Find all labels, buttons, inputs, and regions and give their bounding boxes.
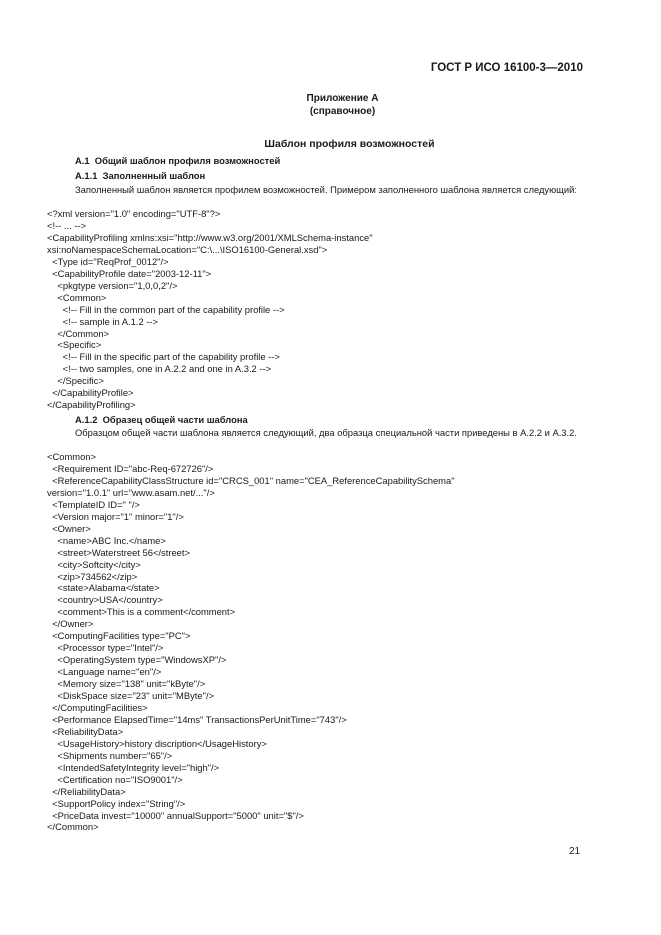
code-line: <Common> xyxy=(47,291,107,303)
code-line: xsi:noNamespaceSchemaLocation="C:\...\ISO16100-General.xsd"> xyxy=(47,243,328,255)
code-line: <OperatingSystem type="WindowsXP"/> xyxy=(47,654,227,666)
code-line: </ComputingFacilities> xyxy=(47,701,148,713)
code-line: </CapabilityProfile> xyxy=(47,387,134,399)
code-line: <DiskSpace size="23" unit="MByte"/> xyxy=(47,690,215,701)
heading-a12: А.1.2 Образец общей части шаблона xyxy=(75,414,248,425)
code-line: <name>ABC Inc.</name> xyxy=(47,534,166,546)
code-line: <PriceData invest="10000" annualSupport="5000" unit="$"/> xyxy=(47,809,304,821)
code-line: <IntendedSafetyIntegrity level="high"/> xyxy=(47,761,220,773)
code-line: <city>Softcity</city> xyxy=(47,558,141,570)
code-line: <ReferenceCapabilityClassStructure id="CRCS_001" name="CEA_ReferenceCapabilitySchema" xyxy=(47,474,455,486)
page-number: 21 xyxy=(569,846,581,857)
section-title xyxy=(0,138,661,150)
code-line: <Common> xyxy=(47,451,96,462)
code-line: <Version major="1" minor="1"/> xyxy=(47,510,184,522)
code-line: <CapabilityProfiling xmlns:xsi="http://www.w3.org/2001/XMLSchema-instance" xyxy=(47,231,373,243)
paragraph-filled-template: Заполненный шаблон является профилем возможностей. Примером заполненного шаблона является следующий: xyxy=(75,184,577,195)
paragraph-common-sample: Образцом общей части шаблона является следующий, два образца специальной части приведены в А.2.2 и А.3.2. xyxy=(75,427,577,438)
code-line: <state>Alabama</state> xyxy=(47,582,160,594)
code-line: <Performance ElapsedTime="14ms" TransactionsPerUnitTime="743"/> xyxy=(47,713,347,725)
annex-heading xyxy=(0,92,661,118)
code-line: <country>USA</country> xyxy=(47,594,163,606)
annex-label: Приложение А xyxy=(306,93,379,104)
code-line: <Processor type="Intel"/> xyxy=(47,642,164,654)
code-line: <!-- Fill in the specific part of the capability profile --> xyxy=(47,351,280,363)
code-line: <!-- Fill in the common part of the capability profile --> xyxy=(47,303,285,315)
code-line: <CapabilityProfile date="2003-12-11"> xyxy=(47,267,212,279)
code-line: <!-- two samples, one in A.2.2 and one in A.3.2 --> xyxy=(47,363,272,375)
code-line: </Common> xyxy=(47,821,99,833)
code-line: </CapabilityProfiling> xyxy=(47,399,136,411)
code-line: <!-- sample in A.1.2 --> xyxy=(47,315,158,327)
code-line: <SupportPolicy index="String"/> xyxy=(47,797,186,809)
code-line: <street>Waterstreet 56</street> xyxy=(47,546,190,558)
code-line: </ReliabilityData> xyxy=(47,785,126,797)
code-line: </Common> xyxy=(47,327,110,339)
code-line: <ReliabilityData> xyxy=(47,725,124,737)
code-line: <comment>This is a comment</comment> xyxy=(47,606,236,618)
code-line: <Requirement ID="abc-Req-672726"/> xyxy=(47,462,214,474)
section-title-text: Шаблон профиля возможностей xyxy=(264,138,435,150)
code-line: </Specific> xyxy=(47,375,104,387)
code-line: <TemplateID ID=" "/> xyxy=(47,498,140,510)
code-line: <Type id="ReqProf_0012"/> xyxy=(47,255,169,267)
code-line: <Specific> xyxy=(47,339,102,351)
code-line: <Shipments number="65"/> xyxy=(47,749,173,761)
heading-a11: А.1.1 Заполненный шаблон xyxy=(75,170,206,181)
code-line: <?xml version="1.0" encoding="UTF-8"?> xyxy=(47,208,221,219)
code-line: version="1.0.1" url="www.asam.net/..."/> xyxy=(47,486,215,498)
code-line: <Memory size="138" unit="kByte"/> xyxy=(47,678,206,690)
code-line: <ComputingFacilities type="PC"> xyxy=(47,630,191,642)
code-line: <Certification no="ISO9001"/> xyxy=(47,773,183,785)
code-line: <!-- ... --> xyxy=(47,219,87,231)
annex-type: (справочное) xyxy=(309,106,376,117)
standard-header: ГОСТ Р ИСО 16100-3—2010 xyxy=(430,62,583,74)
code-line: <Owner> xyxy=(47,522,91,534)
code-line: <UsageHistory>history discription</UsageHistory> xyxy=(47,737,267,749)
heading-a1: А.1 Общий шаблон профиля возможностей xyxy=(75,155,281,166)
code-line: <pkgtype version="1,0,0,2"/> xyxy=(47,279,178,291)
code-line: <zip>734562</zip> xyxy=(47,570,138,582)
code-line: </Owner> xyxy=(47,618,94,630)
code-line: <Language name="en"/> xyxy=(47,666,162,678)
